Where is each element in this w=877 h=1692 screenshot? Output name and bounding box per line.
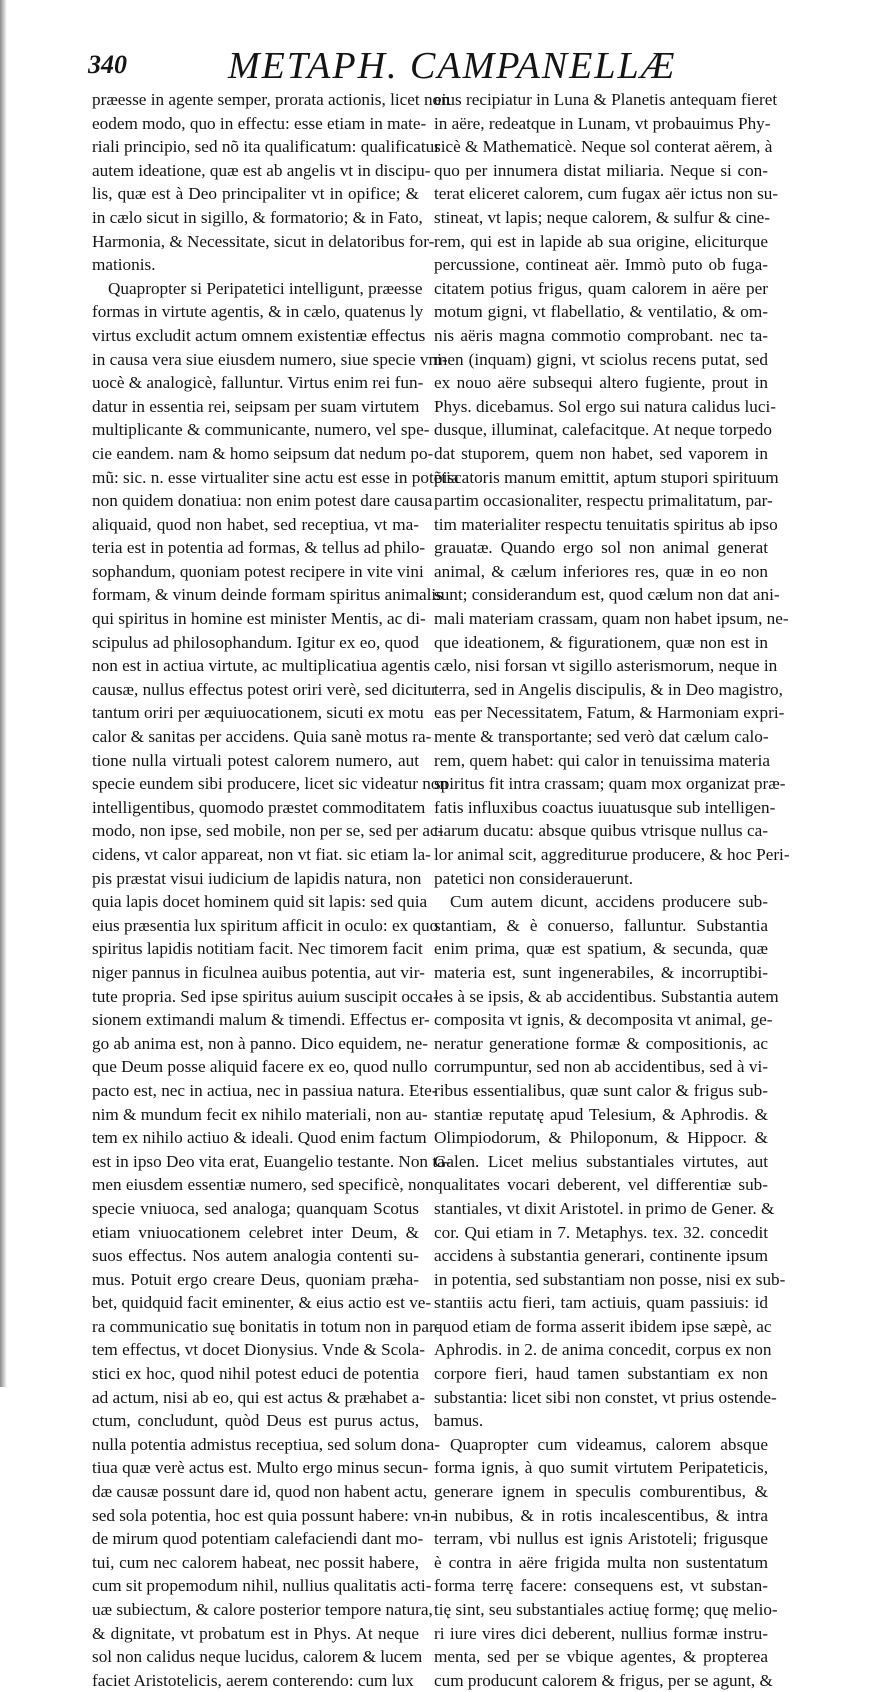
text-line: menta, sed per se vbique agentes, & propterea [434, 1647, 768, 1667]
text-line: tem ex nihilo actiuo & ideali. Quod enim factum [92, 1128, 427, 1148]
text-line: terat eliceret calorem, cum fugax aër ictus non su- [434, 184, 779, 204]
text-line: Galen. Licet melius substantiales virtutes, aut [434, 1151, 768, 1171]
text-line: Quapropter cum videamus, calorem absque [450, 1434, 768, 1454]
text-line: in potentia, sed substantiam non posse, nisi ex sub- [434, 1269, 786, 1289]
text-line: spiritus lapidis notitiam facit. Nec timorem facit [92, 939, 423, 959]
text-line: que ideationem, & figurationem, quæ non est in [434, 632, 768, 652]
text-line: formas in virtute agentis, & in cælo, quatenus ly [92, 302, 424, 322]
text-line: composita vt ignis, & decomposita vt animal, ge- [434, 1010, 773, 1030]
text-line: in aëre, redeatque in Lunam, vt probauimus Phy- [434, 113, 771, 133]
text-line: rem, quem habet: qui calor in tenuissima materia [434, 750, 771, 770]
text-line: suos effectus. Nos autem analogia contenti su- [92, 1246, 419, 1266]
text-line: mente & transportante; sed verò dat cælum calo- [434, 727, 769, 747]
text-line: forma ignis, à quo sumit virtutem Peripateticis, [434, 1458, 768, 1478]
text-line: materia est, sunt ingenerabiles, & incorruptibi- [434, 962, 768, 982]
text-line: Aphrodis. in 2. de anima concedit, corpus ex non [434, 1340, 772, 1360]
text-line: cum producunt calorem & frigus, per se agunt, & [434, 1670, 773, 1690]
text-line: Harmonia, & Necessitate, sicut in delatoribus for- [92, 231, 435, 251]
text-line: qualitates vocari deberent, vel differentiæ sub- [434, 1175, 768, 1195]
text-line: ex nouo aëre subsequi altero fugiente, prout in [434, 373, 768, 393]
text-line: rem, qui est in lapide ab sua origine, eliciturque [434, 231, 768, 251]
text-line: niger pannus in ficulnea auibus potentia, aut vir- [92, 962, 425, 982]
text-line: quo per innumera distat miliaria. Neque si con- [434, 160, 768, 180]
text-line: specie eundem sibi producere, licet sic videatur non [92, 774, 449, 794]
text-line: sionem extimandi malum & timendi. Effectus er- [92, 1010, 430, 1030]
text-line: quod etiam de forma asserit ibidem ipse sæpè, ac [434, 1316, 772, 1336]
text-line: stantiam, & è conuerso, falluntur. Substantia [434, 915, 768, 935]
text-line: bet, quidquid facit eminenter, & eius actio est ve- [92, 1293, 432, 1313]
text-line: tione nulla virtuali potest calorem numero, aut [92, 750, 419, 770]
text-line: multiplicante & communicante, numero, vel spe- [92, 420, 430, 440]
text-line: spiritus fit intra crassam; quam mox organizat præ- [434, 774, 786, 794]
text-line: tię sint, seu substantiales actiuę formę; quę melio- [434, 1600, 778, 1619]
running-title: METAPH. CAMPANELLÆ [228, 45, 677, 87]
text-line: ribus essentialibus, quæ sunt calor & frigus sub- [434, 1080, 768, 1100]
text-line: formam, & vinum deinde formam spiritus animalis [92, 585, 443, 605]
text-line: dusque, illuminat, calefacitque. At neque torpedo [434, 420, 772, 440]
text-line: corpore fieri, haud tamen substantiam ex non [434, 1364, 768, 1384]
text-line: partim occasionaliter, respectu primalitatum, par- [434, 491, 773, 511]
page-number: 340 [88, 50, 127, 79]
text-line: autem ideatione, quæ est ab angelis vt in discipu- [92, 160, 431, 180]
text-line: stantiales, vt dixit Aristotel. in primo de Gener. & [434, 1198, 775, 1218]
text-line: nulla potentia admistus receptiua, sed solum dona- [92, 1434, 440, 1454]
text-line: enim prima, quæ est spatium, & secunda, quæ [434, 939, 768, 959]
text-line: mũ: sic. n. esse virtualiter sine actu est esse in potẽtia [92, 467, 459, 487]
text-line: specie vniuoca, sed analoga; quanquam Scotus [92, 1198, 419, 1218]
text-line: Phys. dicebamus. Sol ergo sui natura calidus luci- [434, 396, 776, 416]
text-line: substantia: licet sibi non constet, vt prius ostende- [434, 1387, 777, 1407]
text-line: men (inquam) gigni, vt sciolus recens putat, sed [434, 349, 768, 369]
text-line: motum gigni, vt flabellatio, & ventilatio, & om- [434, 302, 768, 322]
text-line: tantum oriri per æquiuocationem, sicuti ex motu [92, 703, 424, 723]
text-line: Quapropter si Peripatetici intelligunt, præesse [108, 278, 423, 298]
text-line: præesse in agente semper, prorata actionis, licet non [92, 90, 450, 109]
text-line: mus. Potuit ergo creare Deus, quoniam præha- [92, 1269, 419, 1289]
text-line: Olimpiodorum, & Philoponum, & Hippocr. & [434, 1128, 768, 1148]
text-line: qui spiritus in homine est minister Mentis, ac di- [92, 609, 426, 629]
text-line: que Deum posse aliquid facere ex eo, quod nullo [92, 1057, 428, 1077]
text-line: bamus. [434, 1411, 484, 1431]
text-line: è contra in aëre frigida multa non sustentatum [434, 1552, 768, 1572]
text-line: sicè & Mathematicè. Neque sol conterat aërem, à [434, 137, 773, 157]
text-line: grauatæ. Quando ergo sol non animal generat [434, 538, 768, 558]
text-line: tim materialiter respectu tenuitatis spiritus ab ipso [434, 514, 778, 534]
text-line: ri iure vires dici deberent, nullius formæ instru- [434, 1623, 768, 1643]
text-line: stantiæ reputatę apud Telesium, & Aphrodis. & [434, 1104, 768, 1124]
text-line: eius recipiatur in Luna & Planetis antequam fieret [434, 90, 778, 109]
text-line: accidens à substantia generari, continente ipsum [434, 1246, 768, 1266]
text-line: mationis. [92, 255, 156, 275]
text-line: in cælo sicut in sigillo, & formatorio; & in Fato, [92, 207, 423, 227]
text-line: sunt; considerandum est, quod cælum non dat ani- [434, 585, 780, 605]
text-line: etiam vniuocationem celebret inter Deum, & [92, 1222, 419, 1242]
text-line: cie eandem. nam & homo seipsum dat nedum po- [92, 443, 434, 463]
text-line: patetici non considerauerunt. [434, 868, 634, 888]
text-line: lor animal scit, aggrediturue producere, & hoc Peri- [434, 845, 790, 864]
text-line: sed sola potentia, hoc est quia possunt habere: vn- [92, 1505, 437, 1525]
text-line: ad actum, nisi ab eo, qui est actus & præhabet a- [92, 1387, 426, 1407]
text-line: stineat, vt lapis; neque calorem, & sulfur & cine- [434, 207, 771, 227]
text-line: citatem potius frigus, quam calorem in aëre per [434, 278, 768, 298]
text-line: cum sit propemodum nihil, nullius qualitatis acti- [92, 1576, 432, 1596]
text-line: modo, non ipse, sed mobile, non per se, sed per ac- [92, 821, 444, 841]
text-line: causæ, nullus effectus potest oriri verè, sed dicitur [92, 679, 437, 699]
text-line: dat stuporem, quem non habet, sed vaporem in [434, 443, 768, 463]
text-line: nis aëris magna commotio comprobant. nec ta- [434, 325, 768, 345]
text-line: intelligentibus, quomodo præstet commoditatem [92, 797, 426, 817]
text-line: eius præsentia lux spiritum afficit in oculo: ex quo [92, 915, 439, 935]
text-line: tiua quæ verè actus est. Multo ergo minus secun- [92, 1458, 429, 1478]
text-line: non est in actiua virtute, ac multiplicatiua agentis [92, 656, 430, 676]
text-line: corrumpuntur, sed non ab accidentibus, sed à vi- [434, 1057, 768, 1077]
text-line: est in ipso Deo vita erat, Euangelio testante. Non ta- [92, 1151, 451, 1171]
text-line: uæ subiectum, & calore posterior tempore natura, [92, 1600, 433, 1619]
text-line: tui, cum nec calorem habeat, nec possit habere, [92, 1552, 419, 1572]
text-line: & dignitate, vt probatum est in Phys. At neque [92, 1623, 419, 1643]
text-line: les à se ipsis, & ab accidentibus. Substantia autem [434, 986, 779, 1006]
text-line: uocè & analogicè, falluntur. Virtus enim rei fun- [92, 373, 424, 393]
text-line: percussione, contineat aër. Immò puto ob fuga- [434, 255, 768, 275]
page-header [88, 44, 828, 88]
text-line: cidens, vt calor appareat, non vt fiat. sic etiam la- [92, 845, 431, 864]
text-line: dæ causæ possunt dare id, quod non habent actu, [92, 1482, 428, 1502]
text-line: ctum, concludunt, quòd Deus est purus actus, [92, 1411, 419, 1431]
text-line: stici ex hoc, quod nihil potest educi de potentia [92, 1364, 419, 1384]
text-line: riali principio, sed nõ ita qualificatum: qualificatur [92, 137, 440, 157]
text-line: men eiusdem essentiæ numero, sed specificè, non [92, 1175, 434, 1195]
text-line: in nubibus, & in rotis incalescentibus, & intra [434, 1505, 768, 1525]
text-line: nim & mundum fecit ex nihilo materiali, non au- [92, 1104, 428, 1124]
text-line: piscatoris manum emittit, aptum stupori spirituum [434, 467, 779, 487]
text-line: neratur generatione formæ & compositionis, ac [434, 1033, 768, 1053]
text-line: pis præstat visui iudicium de lapidis natura, non [92, 868, 422, 888]
text-line: animal, & cælum inferiores res, quæ in eo non [434, 561, 768, 581]
text-line: pacto est, nec in actiua, nec in passiua natura. Ete- [92, 1080, 438, 1100]
text-line: sophandum, quoniam potest recipere in vite vini [92, 561, 424, 581]
text-line: terram, vbi nullus est ignis Aristoteli; frigusque [434, 1529, 768, 1549]
text-line: calor & sanitas per accidens. Quia sanè motus ra- [92, 727, 432, 747]
text-line: aliquaid, quod non habet, sed receptiua, vt ma- [92, 514, 419, 534]
text-line: sol non calidus neque lucidus, calorem & lucem [92, 1647, 423, 1667]
text-line: non quidem donatiua: non enim potest dare causa [92, 491, 433, 511]
text-line: virtus excludit actum omnem existentiæ effectus [92, 325, 426, 345]
text-line: cælo, nisi forsan vt sigillo asterismorum, neque in [434, 656, 778, 676]
text-line: quia lapis docet hominem quid sit lapis: sed quia [92, 892, 428, 912]
text-line: tute propria. Sed ipse spiritus auium suscipit occa- [92, 986, 439, 1006]
text-line: faciet Aristotelicis, aerem conterendo: cum lux [92, 1670, 414, 1690]
page-edge-shadow [0, 0, 7, 1387]
text-line: go ab anima est, non à panno. Dico equidem, ne- [92, 1033, 429, 1053]
text-line: cor. Qui etiam in 7. Metaphys. tex. 32. concedit [434, 1222, 768, 1242]
text-line: datur in essentia rei, seipsam per suam virtutem [92, 396, 420, 416]
text-line: eas per Necessitatem, Fatum, & Harmoniam expri- [434, 703, 785, 723]
right-text-column [434, 88, 790, 1692]
text-line: teria est in potentia ad formas, & tellus ad philo- [92, 538, 426, 558]
text-line: scipulus ad philosophandum. Igitur ex eo, quod [92, 632, 419, 652]
text-line: generare ignem in speculis comburentibus, & [434, 1482, 768, 1502]
text-line: forma terrę facere: consequens est, vt substan- [434, 1576, 768, 1596]
text-line: stantiis actu fieri, tam actiuis, quam passiuis: id [434, 1293, 768, 1313]
text-line: tiarum ducatu: absque quibus vtrisque nullus ca- [434, 821, 768, 841]
text-line: mali materiam crassam, quam non habet ipsum, ne- [434, 609, 789, 629]
text-line: terra, sed in Angelis discipulis, & in Deo magistro, [434, 679, 783, 699]
text-line: Cum autem dicunt, accidens producere sub- [450, 892, 768, 912]
text-line: lis, quæ est à Deo principaliter vt in opifice; & [92, 184, 419, 204]
text-line: de mirum quod potentiam calefaciendi dant mo- [92, 1529, 424, 1549]
text-line: eodem modo, quo in effectu: esse etiam in mate- [92, 113, 427, 133]
text-line: in causa vera siue eiusdem numero, siue specie vni- [92, 349, 448, 369]
text-line: tem effectus, vt docet Dionysius. Vnde & Scola- [92, 1340, 426, 1360]
text-line: fatis influxibus coactus iuuatusque sub intelligen- [434, 797, 776, 817]
text-line: ra communicatio suę bonitatis in totum non in par- [92, 1316, 441, 1336]
